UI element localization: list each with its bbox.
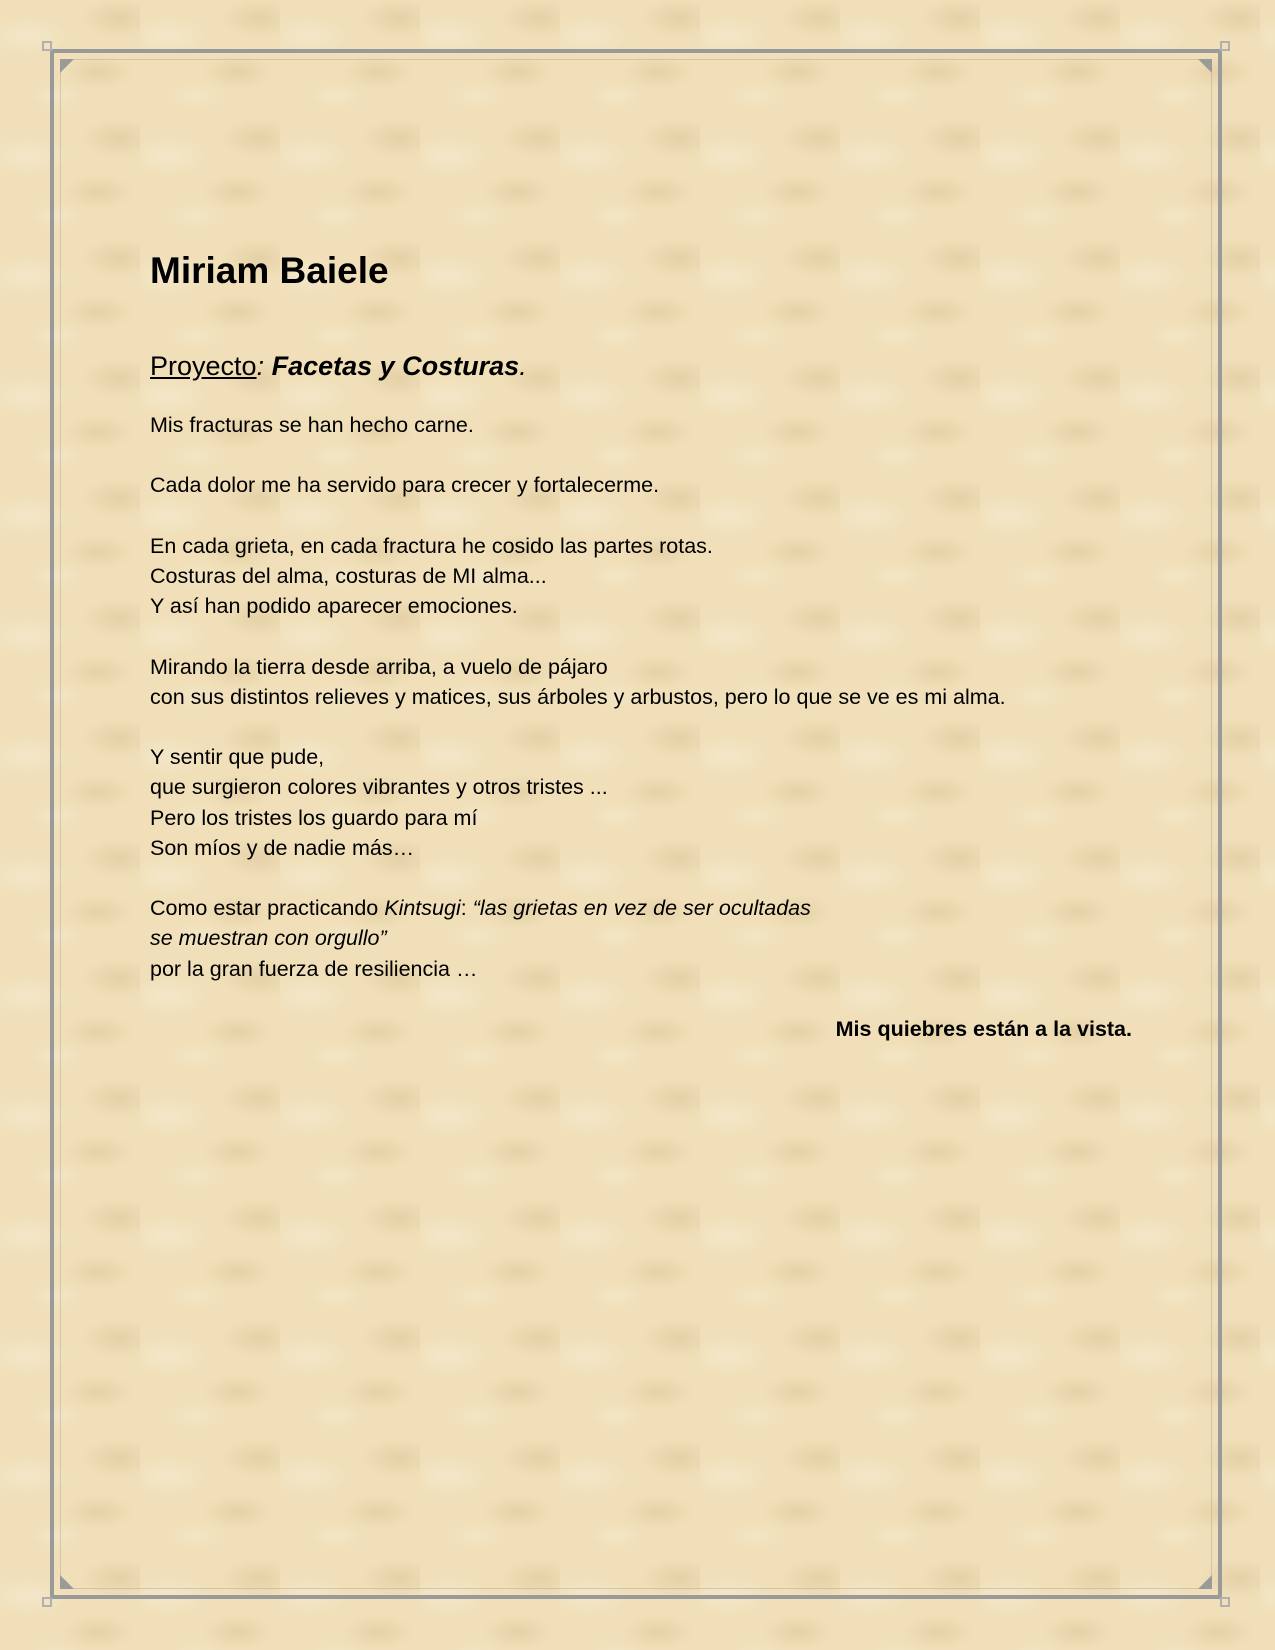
kintsugi-word: Kintsugi [384, 896, 461, 921]
poem-line: Costuras del alma, costuras de MI alma... [150, 563, 547, 588]
poem-line [150, 893, 1130, 923]
corner-knob-top-right-icon [1220, 41, 1230, 51]
stanza-4 [150, 652, 1130, 712]
project-title: Facetas y Costuras [271, 351, 520, 381]
poem-line: Cada dolor me ha servido para crecer y fortalecerme. [150, 473, 660, 498]
corner-knob-bottom-right-icon [1220, 1597, 1230, 1607]
corner-ornament-top-left-icon [60, 59, 74, 73]
project-title-end: . [519, 351, 527, 381]
poem-line: Pero los tristes los guardo para mí [150, 805, 478, 830]
corner-ornament-bottom-left-icon [60, 1575, 74, 1589]
poem-body [150, 410, 1130, 984]
poem-line: Mis fracturas se han hecho carne. [150, 413, 474, 437]
corner-knob-bottom-left-icon [42, 1597, 52, 1607]
kintsugi-colon: : [460, 896, 473, 921]
stanza-kintsugi [150, 893, 1130, 984]
project-heading [150, 348, 1130, 384]
poem-line: Y así han podido aparecer emociones. [150, 594, 518, 619]
stanza-2 [150, 470, 1130, 500]
project-label: Proyecto [150, 351, 257, 381]
poem-line: En cada grieta, en cada fractura he cosido las partes rotas. [150, 533, 713, 558]
kintsugi-quote-line-1: “las grietas en vez de ser ocultadas [472, 896, 811, 921]
stanza-5 [150, 742, 1130, 863]
project-separator: : [256, 351, 272, 381]
stanza-1 [150, 410, 1130, 440]
poem-line: Mirando la tierra desde arriba, a vuelo de pájaro [150, 654, 608, 679]
corner-knob-top-left-icon [42, 41, 52, 51]
kintsugi-quote-line-2: se muestran con orgullo” [150, 926, 387, 951]
document-content [150, 246, 1130, 1044]
poem-line: Y sentir que pude, [150, 745, 325, 770]
stanza-3 [150, 531, 1130, 622]
poem-line: que surgieron colores vibrantes y otros tristes ... [150, 775, 608, 800]
poem-line: Son míos y de nadie más… [150, 835, 415, 860]
poem-line: con sus distintos relieves y matices, sus árboles y arbustos, pero lo que se ve es mi alma. [150, 684, 1006, 709]
corner-ornament-top-right-icon [1198, 59, 1212, 73]
kintsugi-last-line: por la gran fuerza de resiliencia … [150, 956, 478, 981]
kintsugi-prefix: Como estar practicando [150, 896, 385, 921]
closing-line: Mis quiebres están a la vista. [835, 1016, 1132, 1041]
corner-ornament-bottom-right-icon [1198, 1575, 1212, 1589]
author-name: Miriam Baiele [150, 250, 389, 291]
